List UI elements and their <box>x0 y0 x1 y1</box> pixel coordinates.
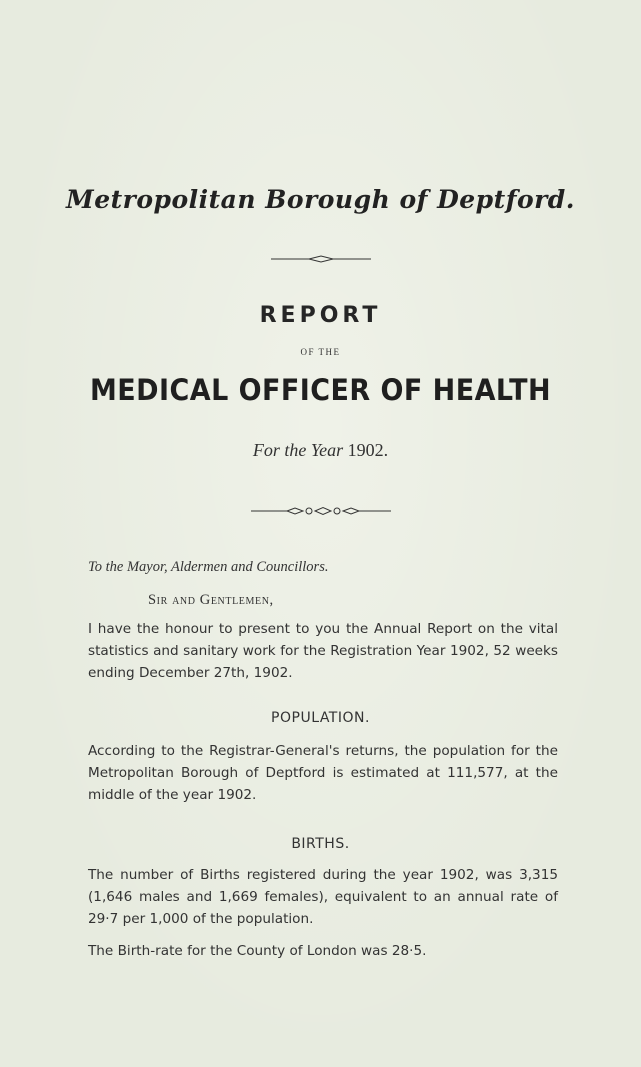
addressee: To the Mayor, Aldermen and Councillors. <box>88 559 329 575</box>
salutation: Sir and Gentlemen, <box>148 592 274 608</box>
ornament-rule-top <box>0 254 641 264</box>
year-prefix: For the Year <box>252 440 344 460</box>
report-title: REPORT <box>259 303 382 328</box>
county-birth-rate: The Birth-rate for the County of London was 28·5. <box>88 943 427 959</box>
year-value: 1902. <box>347 440 389 460</box>
population-heading: POPULATION. <box>271 710 370 726</box>
births-paragraph: The number of Births registered during the year 1902, was 3,315 (1,646 males and 1,669 females), equivalent to an annual rate of 29·7 per 1,000 of the population. <box>88 867 558 927</box>
office-title: MEDICAL OFFICER OF HEALTH <box>89 373 552 407</box>
report-year <box>0 440 641 461</box>
ornament-rule-middle <box>0 506 641 516</box>
intro-paragraph: I have the honour to present to you the Annual Report on the vital statistics and sanitary work for the Registration Year 1902, 52 weeks ending December 27th, 1902. <box>88 621 558 681</box>
of-the-label: OF THE <box>300 347 341 357</box>
population-paragraph: According to the Registrar-General's returns, the population for the Metropolitan Borough of Deptford is estimated at 111,577, at the middle of the year 1902. <box>88 743 558 803</box>
births-heading: BIRTHS. <box>291 836 350 852</box>
borough-title: Metropolitan Borough of Deptford. <box>66 185 575 214</box>
